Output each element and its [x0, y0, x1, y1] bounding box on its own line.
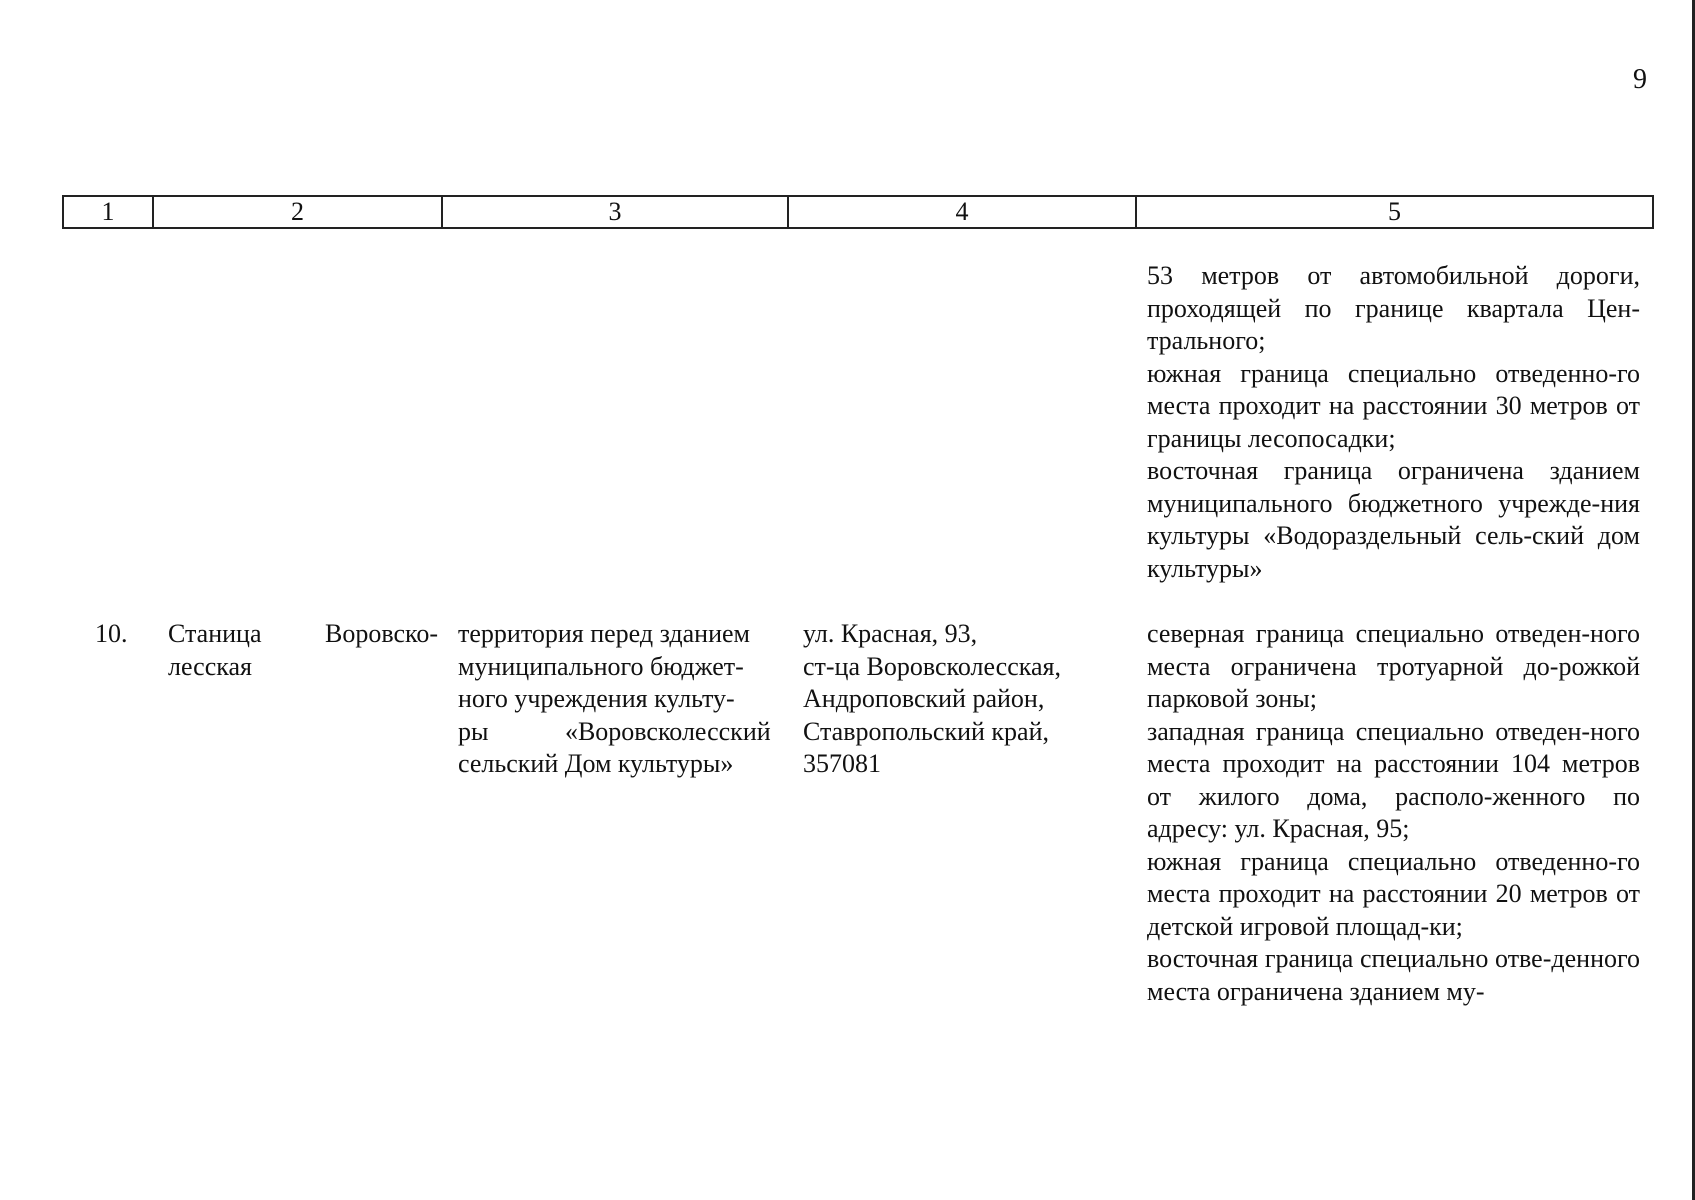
boundary-paragraph: западная граница специально отведен-ного места проходит на расстоянии 104 метров от жилого дома, располо-женного по адресу: ул. Красная, 95;	[1147, 716, 1640, 843]
place-line: муниципального бюджет-	[458, 651, 744, 681]
boundary-paragraph: южная граница специально отведенно-го места проходит на расстоянии 30 метров от границы лесопосадки;	[1147, 358, 1640, 453]
settlement-name-word-2: Воровско-	[325, 619, 438, 648]
place-line: ры «Воровсколесский	[458, 716, 771, 746]
boundary-paragraph: 53 метров от автомобильной дороги, проходящей по границе квартала Цен-трального;	[1147, 261, 1640, 355]
address-line: Андроповский район,	[803, 684, 1045, 713]
place-line: ного учреждения культу-	[458, 684, 735, 713]
page-number: 9	[1633, 64, 1647, 95]
settlement-name-line-2: лесская	[168, 651, 252, 681]
boundary-paragraph: южная граница специально отведенно-го места проходит на расстоянии 20 метров от детской игровой площад-ки;	[1147, 846, 1640, 941]
column-header-3: 3	[442, 196, 788, 228]
column-header-table	[62, 195, 1654, 229]
address-line: ул. Красная, 93,	[803, 619, 978, 648]
settlement-name-line-1	[168, 618, 438, 651]
settlement-name	[168, 618, 438, 683]
address-line: ст-ца Воровсколесская,	[803, 651, 1061, 681]
boundary-paragraph: восточная граница ограничена зданием муниципального бюджетного учрежде-ния культуры «Водораздельный сель-ский дом культуры»	[1147, 456, 1640, 583]
place-line: территория перед зданием	[458, 619, 750, 648]
column-header-1: 1	[63, 196, 153, 228]
row-number: 10.	[95, 619, 128, 648]
column-header-5: 5	[1136, 196, 1653, 228]
place-line: сельский Дом культуры»	[458, 749, 734, 778]
address-line: 357081	[803, 749, 881, 778]
boundaries-description	[1147, 618, 1640, 1008]
settlement-name-word-1: Станица	[168, 619, 262, 648]
column-header-row	[63, 196, 1653, 228]
continued-boundaries-description	[1147, 260, 1640, 585]
column-header-4: 4	[788, 196, 1136, 228]
address-line: Ставропольский край,	[803, 716, 1049, 746]
address	[803, 618, 1143, 781]
boundary-paragraph: восточная граница специально отве-денного места ограничена зданием му-	[1147, 944, 1640, 1006]
boundary-paragraph: северная граница специально отведен-ного места ограничена тротуарной до-рожкой парковой зоны;	[1147, 619, 1640, 713]
column-header-2: 2	[153, 196, 442, 228]
place-description	[458, 618, 783, 781]
